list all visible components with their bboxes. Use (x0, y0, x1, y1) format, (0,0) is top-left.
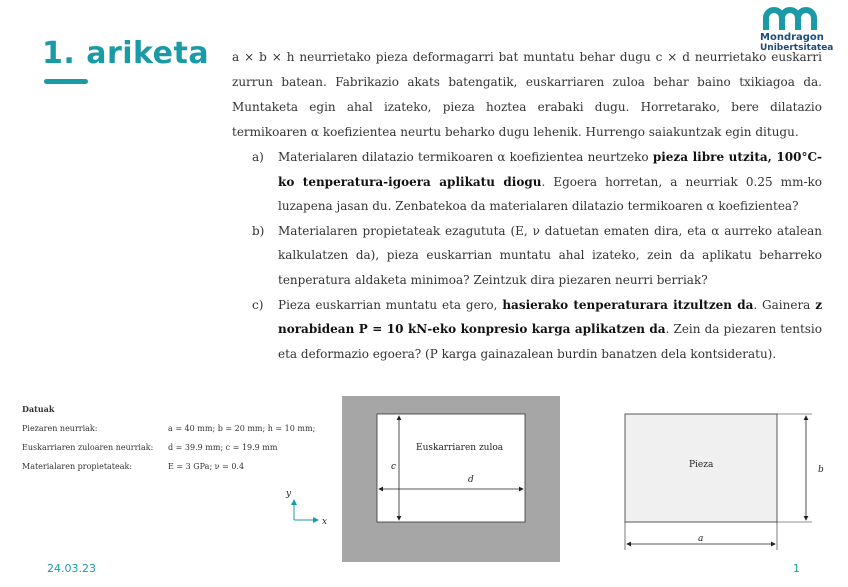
question-text: Materialaren propietateak ezagututa (E, ν datuetan ematen dira, eta α aurreko atalean kalkulatzen da), pieza euskarrian muntatu ahal izateko, zein da aplikatu beharreko tenperatura aldaketa minimoa? Zeintzuk dira piezaren neurri berriak? (278, 223, 822, 287)
question-text (278, 145, 822, 219)
question-text-part: Pieza euskarrian muntatu eta gero, (278, 297, 503, 312)
axis-y-label: y (286, 489, 292, 499)
data-label: Materialaren propietateak: (22, 462, 133, 471)
question-letter: a) (252, 150, 264, 164)
title-underline (44, 79, 88, 84)
question-item-c (252, 293, 822, 367)
intro-paragraph: a × b × h neurrietako pieza deformagarri bat muntatu behar dugu c × d neurrietako euskarri zurrun batean. Fabrikazio akats batengatik, euskarriaren zuloa behar baino txikiagoa da. Muntaketa egin ahal izateko, pieza hoztea erabaki dugu. Horretarako, bere dilatazio termikoaren α koefizientea neurtu beharko dugu lehenik. Hurrengo saiakuntzak egin ditugu. (232, 50, 822, 139)
question-letter: b) (252, 223, 265, 238)
piece-label: Pieza (689, 460, 714, 470)
question-text (278, 293, 822, 367)
data-label: Piezaren neurriak: (22, 424, 98, 433)
question-text-part: . Gainera (753, 297, 816, 312)
question-text-bold: pieza libre utzita, 100°C-ko tenperatura-igoera aplikatu diogu (278, 150, 822, 189)
question-text-part: Materialaren dilatazio termikoaren α koefizientea neurtzeko (278, 150, 653, 164)
axis-x-label: x (322, 517, 328, 527)
support-hole-diagram (282, 394, 562, 564)
dim-b-label: b (818, 465, 824, 475)
question-item-b (252, 219, 822, 293)
data-value: d = 39.9 mm; c = 19.9 mm (168, 443, 278, 452)
logo-icon (762, 6, 818, 32)
dim-c-label: c (391, 462, 397, 472)
question-letter: c) (252, 297, 264, 312)
question-text-part: . Zein da piezaren tentsio eta deformazio egoera? (P karga gainazalean burdin banatzen dela kontsideratu). (278, 322, 822, 361)
footer-page-number: 1 (793, 562, 800, 575)
slide-title: 1. ariketa (42, 36, 210, 71)
data-value: a = 40 mm; b = 20 mm; h = 10 mm; (168, 424, 316, 433)
data-value: E = 3 GPa; ν = 0.4 (168, 462, 245, 471)
logo-text-line1: Mondragon (760, 32, 824, 43)
piece-diagram (600, 404, 830, 554)
dim-d-label: d (468, 475, 474, 485)
logo-text-line2: Unibertsitatea (760, 43, 834, 53)
data-title: Datuak (22, 404, 55, 414)
question-text-part: . Egoera horretan, a neurriak 0.25 mm-ko luzapena jasan du. Zenbatekoa da materialaren dilatazio termikoaren α koefizientea? (278, 174, 822, 214)
question-item-a (252, 145, 822, 219)
dim-a-label: a (698, 534, 704, 544)
question-list (252, 145, 822, 366)
data-label: Euskarriaren zuloaren neurriak: (22, 443, 154, 452)
question-text-bold: z norabidean P = 10 kN-eko konpresio karga aplikatzen da (278, 297, 823, 337)
question-text-bold: hasierako tenperaturara itzultzen da (502, 297, 754, 312)
hole-label: Euskarriaren zuloa (416, 443, 504, 453)
footer-date: 24.03.23 (47, 562, 96, 575)
